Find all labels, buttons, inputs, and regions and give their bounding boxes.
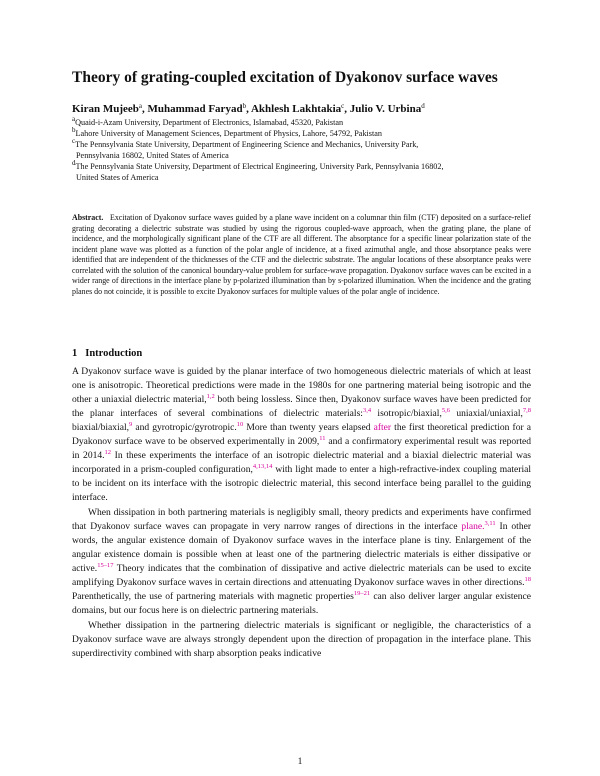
page-number: 1 <box>297 757 303 767</box>
citation-link[interactable]: 5,6 <box>441 407 450 414</box>
citation-link[interactable]: 3,4 <box>362 407 372 414</box>
text-link[interactable]: plane. <box>461 521 485 532</box>
citation-link[interactable]: 10 <box>236 421 244 428</box>
citation-link[interactable]: 7,8 <box>522 407 531 414</box>
body-text <box>72 365 531 662</box>
text-link[interactable]: after <box>373 422 392 433</box>
citation-link[interactable]: 12 <box>104 449 112 456</box>
section-number: 1 <box>72 348 78 359</box>
citation-link[interactable]: 3,11 <box>484 520 496 527</box>
author: Muhammad Faryad$^b$, <box>147 102 251 115</box>
abstract <box>72 213 531 297</box>
paragraph: Whether dissipation in the partnering dielectric materials is significant or negligible, the characteristics of a Dyakonov surface wave are always strongly dependent upon the direction of propagation in the interface plane. This superdirectivity combined with sharp absorption peaks indicative <box>72 620 531 659</box>
author-list <box>72 103 532 116</box>
affiliation-list <box>72 117 532 183</box>
author: Kiran Mujeeb$^a$, <box>72 102 148 115</box>
affiliation: $^a$Quaid-i-Azam University, Department of Electronics, Islamabad, 45320, Pakistan <box>72 115 344 127</box>
paragraph: When dissipation in both partnering materials is negligibly small, theory predicts and experiments have confirmed that Dyakonov surface waves can propagate in very narrow ranges of directions in the interface plane.$^{3,11}$ In other words, the angular existence domain of Dyakonov surface waves in the interface plane is tiny. Enlargement of the angular existence domain is possible when at least one of the partnering dielectric materials is either dissipative or active.$^{15-17}$ Theory indicates that the combination of dissipative and active dielectric materials can be used to excite amplifying Dyakonov surface waves in certain directions and attenuating Dyakonov surface waves in other directions.$^{18}$ Parenthetically, the use of partnering materials with magnetic properties$^{19-21}$ can also deliver larger angular existence domains, but our focus here is on dielectric partnering materials. <box>72 507 532 616</box>
paper-title: Theory of grating-coupled excitation of Dyakonov surface waves <box>72 69 498 86</box>
citation-link[interactable]: 15–17 <box>97 562 114 569</box>
author: Julio V. Urbina$^d$ <box>349 102 425 115</box>
citation-link[interactable]: 9 <box>129 421 133 428</box>
citation-link[interactable]: 11 <box>319 435 326 442</box>
citation-link[interactable]: 1,2 <box>206 393 215 400</box>
affiliation: $^b$Lahore University of Management Sciences, Department of Physics, Lahore, 54792, Pakistan <box>72 126 382 138</box>
citation-link[interactable]: 19–21 <box>353 590 371 597</box>
author: Akhlesh Lakhtakia$^c$, <box>250 102 350 115</box>
section-heading <box>72 347 142 360</box>
paragraph: A Dyakonov surface wave is guided by the planar interface of two homogeneous dielectric materials of which at least one is anisotropic. Theoretical predictions were made in the 1980s for one partnering material being isotropic and the other a uniaxial dielectric material,$^{1,2}$ both being lossless. Since then, Dyakonov surface waves have been predicted for the planar interfaces of several combinations of dielectric materials:$^{3,4}$ isotropic/biaxial,$^{5,6}$ uniaxial/uniaxial,$^{7,8}$ biaxial/biaxial,$^9$ and gyrotropic/gyrotropic.$^{10}$ More than twenty years elapsed after the first theoretical prediction for a Dyakonov surface wave to be observed experimentally in 2009,11 and a confirmatory experimental result was reported in 2014.12 In these experiments the interface of an isotropic dielectric material and a biaxial dielectric material was incorporated in a prism-coupled configuration,$^{4,13,14}$ with light made to enter a high-refractive-index coupling material to be incident on its interface with the isotropic dielectric material, this second interface being parallel to the guiding interface. <box>72 366 531 503</box>
citation-link[interactable]: 4,13,14 <box>252 463 273 470</box>
abstract-text: Excitation of Dyakonov surface waves guided by a plane wave incident on a columnar thin film (CTF) deposited on a surface-relief grating decorating a dielectric substrate was studied by using the rigorous coupled-wave approach, when the grating plane, the plane of incidence, and the morphologically significant plane of the CTF are all different. The absorptance for a specific linear polarization state of the incident plane wave was plotted as a function of the polar angle of incidence, at a fixed azimuthal angle, and those absorptance peaks were identified that are independent of the thicknesses of the CTF and the dielectric substrate. The angular locations of these absorptance peaks were correlated with the solution of the canonical boundary-value problem for surface-wave propagation. Dyakonov surface waves can be excited in a wider range of directions in the interface plane by p-polarized illumination than by s-polarized illumination. When the incidence and the grating planes do not coincide, it is possible to excite Dyakonov surfaces for multiple values of the polar angle of incidence. <box>72 213 531 296</box>
section-title: Introduction <box>85 348 143 359</box>
citation-link[interactable]: 18 <box>524 576 531 583</box>
abstract-label: Abstract. <box>72 213 104 222</box>
affiliation: $^c$The Pennsylvania State University, Department of Engineering Science and Mechanics, University Park, Pennsylvania 16802, United States of America <box>72 137 419 160</box>
affiliation: $^d$The Pennsylvania State University, Department of Electrical Engineering, University Park, Pennsylvania 16802, United States of America <box>72 159 444 182</box>
